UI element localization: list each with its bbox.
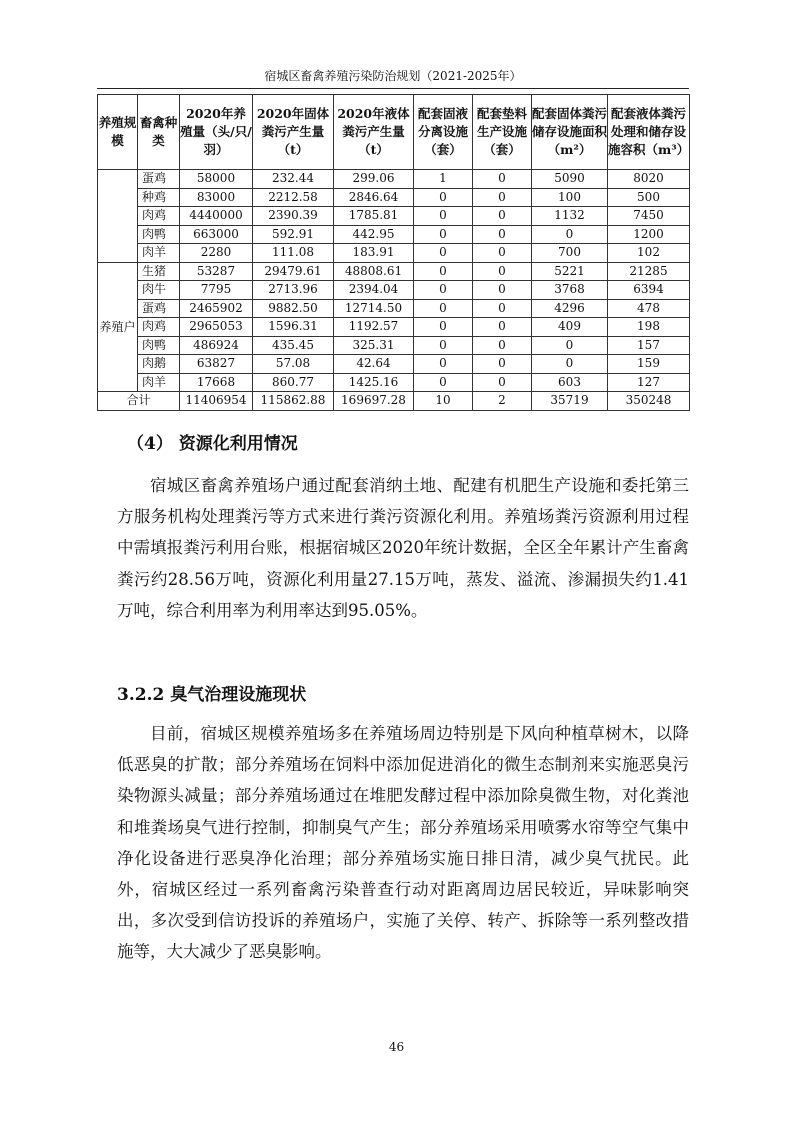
table-cell: 486924: [180, 336, 253, 355]
table-cell: 63827: [180, 355, 253, 374]
section-heading-3-2-2: 3.2.2 臭气治理设施现状: [117, 685, 307, 705]
table-row: [98, 373, 690, 392]
header-rule: [97, 88, 689, 89]
header-cell: 2020年液体粪污产生量（t）: [334, 95, 414, 170]
table-cell: 0: [473, 336, 532, 355]
table-cell: 0: [473, 299, 532, 318]
table-row: [98, 225, 690, 244]
table-cell: 0: [414, 188, 473, 207]
table-cell: 0: [414, 355, 473, 374]
section-3-2-2-paragraph: 目前，宿城区规模养殖场多在养殖场周边特别是下风向种植草树木，以降低恶臭的扩散；部分养殖场在饲料中添加促进消化的微生态制剂来实施恶臭污染物源头减量；部分养殖场通过在堆肥发酵过程中添加除臭微生物，对化粪池和堆粪场臭气进行控制，抑制臭气产生；部分养殖场采用喷雾水帘等空气集中净化设备进行恶臭净化治理；部分养殖场实施日排日清，减少臭气扰民。此外，宿城区经过一系列畜禽污染普查行动对距离周边居民较近，异味影响突出，多次受到信访投诉的养殖场户，实施了关停、转产、拆除等一系列整改措施等，大大减少了恶臭影响。: [117, 724, 689, 962]
page-number: 46: [388, 1040, 405, 1054]
table-cell: 0: [473, 281, 532, 300]
table-cell: 9882.50: [253, 299, 334, 318]
table-cell: 0: [473, 244, 532, 263]
table-cell: 种鸡: [138, 188, 180, 207]
table-cell: 0: [473, 188, 532, 207]
table-cell: 2280: [180, 244, 253, 263]
table-cell: 53287: [180, 262, 253, 281]
table-cell: 57.08: [253, 355, 334, 374]
table-cell: 7795: [180, 281, 253, 300]
table-cell: 0: [473, 262, 532, 281]
table-cell: 肉鸭: [138, 225, 180, 244]
table-header: [98, 95, 690, 170]
scale-group-cell: 养殖户: [98, 262, 138, 392]
table-cell: 肉鸭: [138, 336, 180, 355]
table-cell: 1596.31: [253, 318, 334, 337]
table-cell: 2965053: [180, 318, 253, 337]
table-cell: 409: [532, 318, 608, 337]
table-cell: 生猪: [138, 262, 180, 281]
table-cell: 蛋鸡: [138, 170, 180, 189]
table-cell: 肉鸡: [138, 207, 180, 226]
table-row: [98, 299, 690, 318]
header-cell: 配套液体粪污处理和储存设施容积（m³）: [608, 95, 690, 170]
table-cell: 435.45: [253, 336, 334, 355]
table-cell: 1132: [532, 207, 608, 226]
table-cell: 48808.61: [334, 262, 414, 281]
table-cell: 1: [414, 170, 473, 189]
table-cell: 115862.88: [253, 392, 334, 411]
table-cell: 127: [608, 373, 690, 392]
header-cell: 配套垫料生产设施（套）: [473, 95, 532, 170]
table-cell: 442.95: [334, 225, 414, 244]
table-row: [98, 336, 690, 355]
running-header: 宿城区畜禽养殖污染防治规划（2021-2025年）: [264, 69, 522, 83]
table-row: [98, 188, 690, 207]
livestock-table: [97, 94, 690, 411]
table-cell: 169697.28: [334, 392, 414, 411]
table-cell: 2713.96: [253, 281, 334, 300]
table-cell: 663000: [180, 225, 253, 244]
table-cell: 0: [473, 373, 532, 392]
table-cell: 0: [532, 225, 608, 244]
table-cell: 183.91: [334, 244, 414, 263]
header-cell: 养殖规模: [98, 95, 138, 170]
table-row: [98, 207, 690, 226]
table-cell: 83000: [180, 188, 253, 207]
table-cell: 0: [414, 336, 473, 355]
table-cell: 5090: [532, 170, 608, 189]
table-cell: 603: [532, 373, 608, 392]
table-cell: 700: [532, 244, 608, 263]
table-cell: 肉鹅: [138, 355, 180, 374]
table-cell: 592.91: [253, 225, 334, 244]
table-cell: 350248: [608, 392, 690, 411]
table-cell: 4296: [532, 299, 608, 318]
table-cell: 0: [473, 207, 532, 226]
table-cell: 5221: [532, 262, 608, 281]
table-row: [98, 281, 690, 300]
header-cell: 畜禽种类: [138, 95, 180, 170]
table-cell: 0: [473, 355, 532, 374]
table-cell: 2390.39: [253, 207, 334, 226]
table-cell: 1192.57: [334, 318, 414, 337]
table-cell: 0: [473, 225, 532, 244]
table-cell: 肉羊: [138, 244, 180, 263]
table-cell: 102: [608, 244, 690, 263]
table-cell: 2212.58: [253, 188, 334, 207]
table-cell: 7450: [608, 207, 690, 226]
table-cell: 0: [414, 225, 473, 244]
table-row: [98, 244, 690, 263]
table-cell: 肉羊: [138, 373, 180, 392]
table-cell: 860.77: [253, 373, 334, 392]
table-cell: 500: [608, 188, 690, 207]
table-cell: 0: [414, 318, 473, 337]
header-row: [98, 95, 690, 170]
table-cell: 157: [608, 336, 690, 355]
header-cell: 配套固液分离设施（套）: [414, 95, 473, 170]
table-cell: 0: [414, 262, 473, 281]
table-cell: 0: [473, 318, 532, 337]
table-cell: 1200: [608, 225, 690, 244]
table-cell: 111.08: [253, 244, 334, 263]
table-cell: 232.44: [253, 170, 334, 189]
table-cell: 159: [608, 355, 690, 374]
table-cell: 0: [532, 355, 608, 374]
table-cell: 4440000: [180, 207, 253, 226]
table-body: [98, 170, 690, 411]
table-cell: 蛋鸡: [138, 299, 180, 318]
section-4-paragraph: 宿城区畜禽养殖场户通过配套消纳土地、配建有机肥生产设施和委托第三方服务机构处理粪污等方式来进行粪污资源化利用。养殖场粪污资源利用过程中需填报粪污利用台账，根据宿城区2020年统计数据，全区全年累计产生畜禽粪污约28.56万吨，资源化利用量27.15万吨，蒸发、溢流、渗漏损失约1.41万吨，综合利用率为利用率达到95.05%。: [117, 476, 689, 620]
table-cell: 10: [414, 392, 473, 411]
table-cell: 42.64: [334, 355, 414, 374]
table-cell: 0: [414, 373, 473, 392]
table-row: [98, 262, 690, 281]
table-cell: 325.31: [334, 336, 414, 355]
table-cell: 2: [473, 392, 532, 411]
table-cell: 1785.81: [334, 207, 414, 226]
table-cell: 21285: [608, 262, 690, 281]
table-cell: 肉牛: [138, 281, 180, 300]
table-cell: 1425.16: [334, 373, 414, 392]
table-cell: 17668: [180, 373, 253, 392]
table-cell: 299.06: [334, 170, 414, 189]
table-cell: 198: [608, 318, 690, 337]
header-cell: 配套固体粪污储存设施面积（m²）: [532, 95, 608, 170]
table-cell: 0: [473, 170, 532, 189]
table-row: [98, 355, 690, 374]
total-row: [98, 392, 690, 411]
table-cell: 2846.64: [334, 188, 414, 207]
table-cell: 0: [414, 244, 473, 263]
header-cell: 2020年固体粪污产生量（t）: [253, 95, 334, 170]
table-cell: 肉鸡: [138, 318, 180, 337]
table-cell: 6394: [608, 281, 690, 300]
table-cell: 合计: [98, 392, 180, 411]
table-cell: 11406954: [180, 392, 253, 411]
table-row: [98, 318, 690, 337]
table-cell: 29479.61: [253, 262, 334, 281]
table-cell: 478: [608, 299, 690, 318]
table-cell: 2394.04: [334, 281, 414, 300]
table-cell: 58000: [180, 170, 253, 189]
table-row: [98, 170, 690, 189]
table-cell: 0: [414, 207, 473, 226]
table-cell: 0: [532, 336, 608, 355]
table-cell: 100: [532, 188, 608, 207]
table-cell: 0: [414, 281, 473, 300]
scale-group-cell: [98, 170, 138, 263]
table-cell: 12714.50: [334, 299, 414, 318]
table-cell: 35719: [532, 392, 608, 411]
table-cell: 3768: [532, 281, 608, 300]
table-cell: 2465902: [180, 299, 253, 318]
table-cell: 8020: [608, 170, 690, 189]
header-cell: 2020年养殖量（头/只/羽）: [180, 95, 253, 170]
section-heading-4: （4） 资源化利用情况: [127, 434, 298, 454]
table-cell: 0: [414, 299, 473, 318]
